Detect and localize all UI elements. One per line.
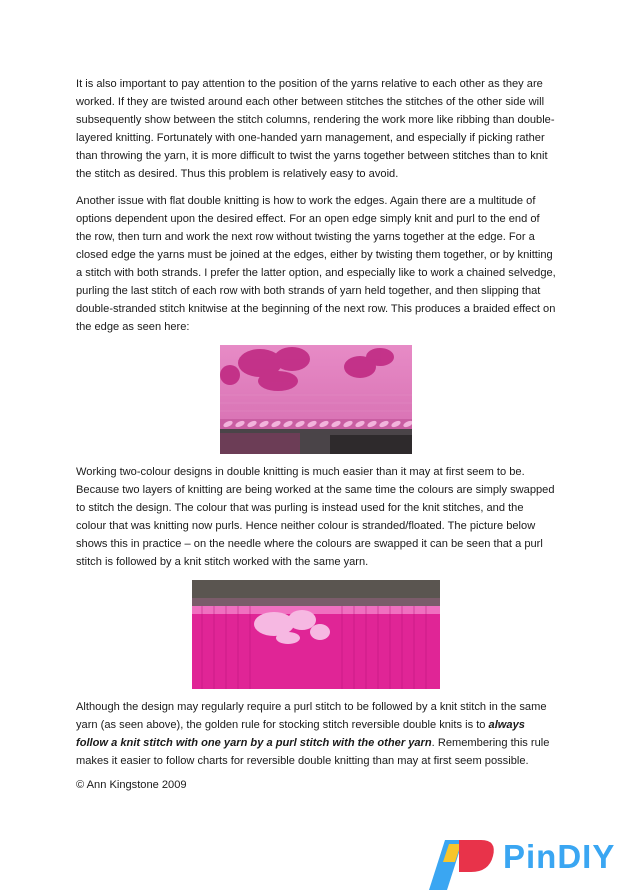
paragraph-yarn-position: It is also important to pay attention to the position of the yarns relative to each other as they are worked. If they are twisted around each other between stitches the stitches of the other side will subsequently show between the stitch columns, rendering the work more like ribbing than double-layered knitting. Fortunately with one-handed yarn management, and especially if picking rather than throwing the yarn, it is more difficult to twist the yarns together between stitches than to knit the stitch as desired. Thus this problem is relatively easy to avoid. xyxy=(76,78,555,180)
pindiy-logo-text: PinDIY xyxy=(503,838,616,875)
paragraph-edges: Another issue with flat double knitting is how to work the edges. Again there are a multitude of options dependent upon the desired effect. For an open edge simply knit and purl to the end of the row, then turn and work the next row without twisting the yarns together at the edge. For a closed edge the yarns must be joined at the edges, either by twisting them together, or by knitting a stitch with both strands. I prefer the latter option, and especially like to work a chained selvedge, purling the last stitch of each row with both strands of yarn held together, and then slipping that double-stranded stitch knitwise at the beginning of the next row. This produces a braided effect on the edge as seen here: xyxy=(76,195,556,333)
colour-swap-photo xyxy=(192,580,440,689)
paragraph-golden-rule xyxy=(76,698,556,770)
copyright-notice: © Ann Kingstone 2009 xyxy=(76,779,187,791)
braided-edge-photo xyxy=(220,345,412,454)
rule-outro-text: . Remembering this rule makes it easier to follow charts for reversible double knitting than may at first seem possible. xyxy=(76,737,550,767)
golden-rule-text: always follow a knit stitch with one yarn by a purl stitch with the other yarn xyxy=(76,719,525,749)
rule-intro-text: Although the design may regularly require a purl stitch to be followed by a knit stitch in the same yarn (as seen above), the golden rule for stocking stitch reversible double knits is to xyxy=(76,701,547,731)
document-page xyxy=(76,75,556,791)
paragraph-two-colour: Working two-colour designs in double knitting is much easier than it may at first seem to be. Because two layers of knitting are being worked at the same time the colours are simply swapped to stitch the design. The colour that was purling is instead used for the knit stitches, and the colour that was knitting now purls. Hence neither colour is stranded/floated. The picture below shows this in practice – on the needle where the colours are swapped it can be seen that a purl stitch is followed by a knit stitch worked with the same yarn. xyxy=(76,466,555,568)
pindiy-logo-icon xyxy=(415,832,505,891)
pindiy-logo xyxy=(415,832,630,891)
